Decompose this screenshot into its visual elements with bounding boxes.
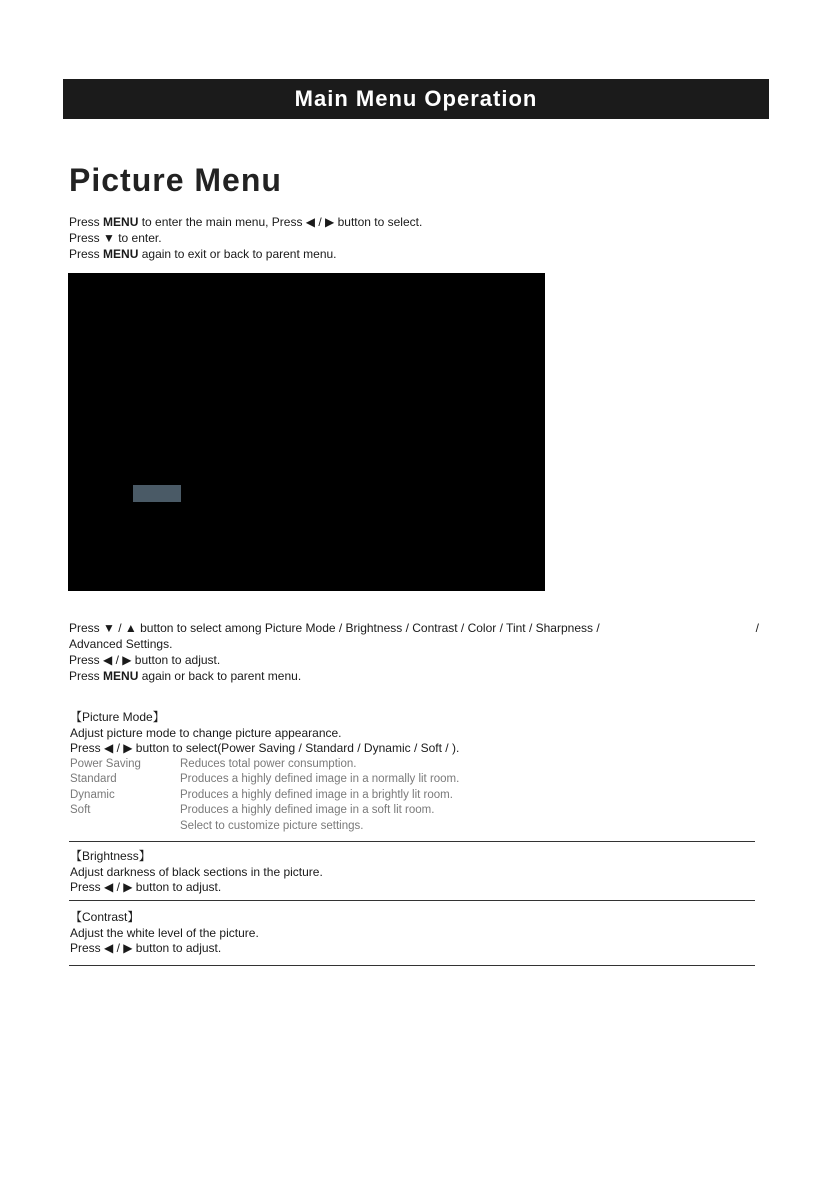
mode-row: Dynamic Produces a highly defined image in a brightly lit room. — [70, 788, 453, 801]
section-divider — [69, 900, 755, 901]
intro-line-3: Press MENU again to exit or back to parent menu. — [69, 247, 337, 261]
picture-mode-section — [70, 710, 755, 834]
section-divider — [69, 841, 755, 842]
intro-line-2: Press ▼ to enter. — [69, 231, 162, 245]
navigation-instructions — [69, 620, 759, 684]
section-header-bar — [63, 79, 769, 119]
mode-row: Soft Produces a highly defined image in a soft lit room. — [70, 804, 435, 816]
section-divider — [69, 965, 755, 966]
mode-row: Power Saving Reduces total power consumption. — [70, 757, 357, 770]
mode-row: Standard Produces a highly defined image in a normally lit room. — [70, 773, 460, 785]
menu-selection-highlight — [133, 485, 181, 502]
nav-line-3: Press ◀ / ▶ button to adjust. — [69, 653, 221, 667]
picture-menu-screenshot — [68, 273, 545, 591]
page-title: Picture Menu — [69, 162, 282, 198]
picture-mode-heading: 【Picture Mode】 — [70, 710, 165, 724]
menu-key-label: MENU — [103, 247, 139, 261]
picture-mode-description: Adjust picture mode to change picture appearance. — [70, 725, 342, 740]
menu-key-label: MENU — [103, 669, 139, 683]
mode-row: Select to customize picture settings. — [180, 819, 364, 832]
intro-line-1: Press MENU to enter the main menu, Press ◀ / ▶ button to select. — [69, 215, 423, 229]
contrast-description: Adjust the white level of the picture. — [70, 925, 259, 940]
contrast-heading: 【Contrast】 — [70, 910, 140, 924]
intro-instructions — [69, 214, 422, 262]
contrast-section — [70, 910, 755, 957]
menu-key-label: MENU — [103, 215, 139, 229]
nav-line-2: Advanced Settings. — [69, 637, 173, 651]
nav-line-1: Press ▼ / ▲ button to select among Picture Mode / Brightness / Contrast / Color / Tint / Sharpness / / — [69, 621, 759, 635]
nav-line-4: Press MENU again or back to parent menu. — [69, 669, 302, 683]
contrast-instruction: Press ◀ / ▶ button to adjust. — [70, 941, 222, 955]
picture-mode-instruction: Press ◀ / ▶ button to select(Power Saving / Standard / Dynamic / Soft / ). — [70, 741, 460, 755]
brightness-section — [70, 849, 755, 896]
brightness-instruction: Press ◀ / ▶ button to adjust. — [70, 880, 222, 894]
brightness-heading: 【Brightness】 — [70, 849, 151, 863]
brightness-description: Adjust darkness of black sections in the picture. — [70, 864, 323, 879]
section-header-title: Main Menu Operation — [294, 86, 538, 111]
